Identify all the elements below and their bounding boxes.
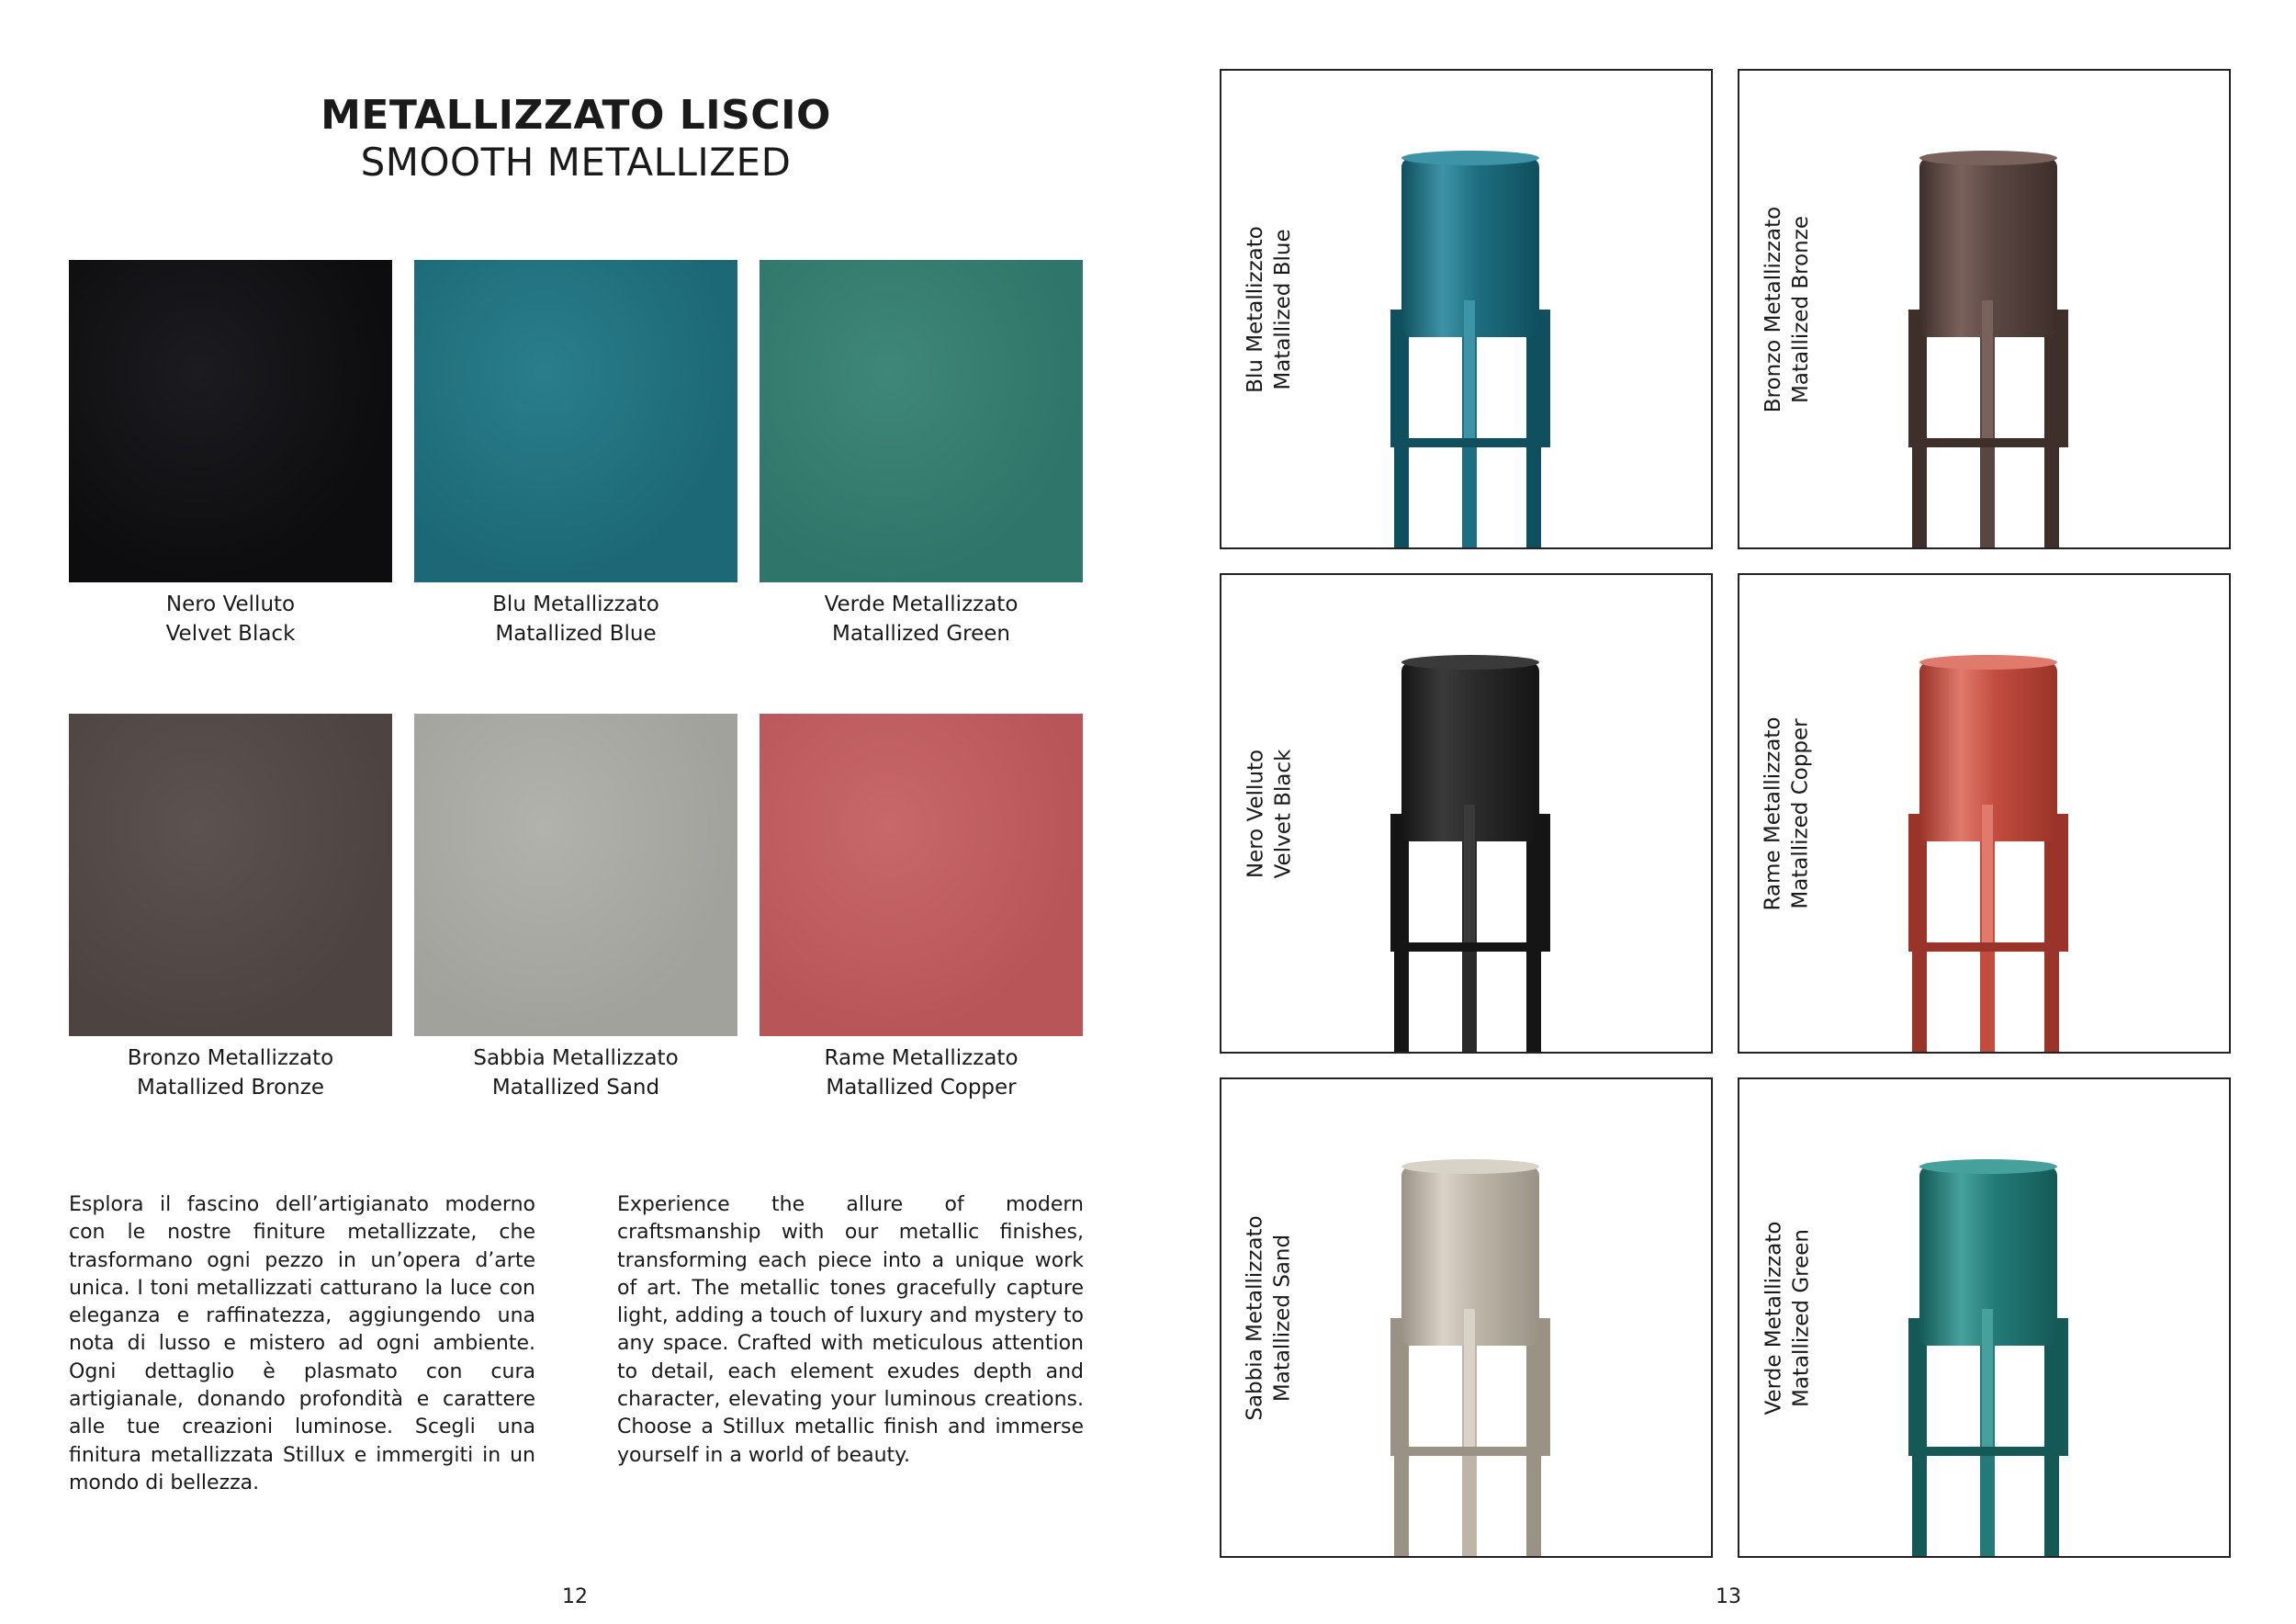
photo-caption (1232, 71, 1306, 547)
description-english: Experience the allure of modern craftsmanship with our metallic finishes, transforming each piece into a unique work of art. The metallic tones gracefully capture light, adding a touch of luxury and mystery to any space. Crafted with meticulous attention to detail, each element exudes depth and character, elevating your luminous creations. Choose a Stillux metallic finish and immerse yourself in a world of beauty. (617, 1193, 1084, 1467)
swatch-label-it: Verde Metallizzato (824, 592, 1019, 616)
lamp-fin-right (1539, 1318, 1550, 1456)
lamp-leg-right (2044, 814, 2059, 1054)
lamp-shade-top (1401, 655, 1539, 670)
page-number-right: 13 (1716, 1585, 1741, 1608)
lamp-leg-right (2044, 310, 2059, 549)
photo-caption-en: Matallized Blue (1271, 228, 1296, 390)
lamp-shade-top (1401, 1159, 1539, 1174)
lamp-leg-right (1526, 310, 1541, 549)
photo-caption-en: Matallized Sand (1271, 1234, 1296, 1402)
swatch-label-metallized-sand (414, 1043, 737, 1102)
photo-metallized-bronze (1738, 69, 2231, 549)
swatch-label-metallized-blue (414, 590, 737, 648)
swatch-label-en: Matallized Sand (491, 1076, 660, 1100)
lamp-fin-right (2057, 814, 2068, 952)
photo-caption (1750, 575, 1824, 1052)
swatch-label-it: Bronzo Metallizzato (127, 1046, 334, 1070)
lamp-leg-right (2044, 1318, 2059, 1558)
swatch-metallized-sand (414, 714, 737, 1036)
lamp-fin-right (2057, 1318, 2068, 1456)
lamp-fin-left (1908, 1318, 1919, 1456)
page-subtitle: SMOOTH METALLIZED (360, 140, 792, 185)
photo-caption (1232, 575, 1306, 1052)
lamp-shade-top (1919, 655, 2057, 670)
swatch-label-metallized-bronze (69, 1043, 392, 1102)
lamp-fin-right (1539, 814, 1550, 952)
swatch-label-it: Blu Metallizzato (492, 592, 659, 616)
page-title: METALLIZZATO LISCIO (321, 92, 831, 139)
swatch-metallized-bronze (69, 714, 392, 1036)
photo-metallized-sand (1220, 1077, 1713, 1558)
swatch-label-it: Nero Velluto (165, 592, 296, 616)
lamp-fin-right (1539, 310, 1550, 447)
lamp-fin-left (1908, 310, 1919, 447)
photo-caption-en: Matallized Green (1789, 1228, 1814, 1407)
description-italian: Esplora il fascino dell’artigianato moderno con le nostre finiture metallizzate, che trasformano ogni pezzo in un’opera d’arte unica. I toni metallizzati catturano la luce con eleganza e raffinatezza, aggiungendo una nota di lusso e mistero ad ogni ambiente. Ogni dettaglio è plasmato con cura artigianale, donando profondità e carattere alle tue creazioni luminose. Scegli una finitura metallizzata Stillux e immergiti in un mondo di bellezza. (69, 1193, 535, 1494)
swatch-label-it: Sabbia Metallizzato (473, 1046, 679, 1070)
photo-caption (1232, 1079, 1306, 1556)
photo-caption-en: Velvet Black (1271, 749, 1295, 878)
lamp-base-band (1919, 438, 2057, 447)
photo-metallized-green (1738, 1077, 2231, 1558)
lamp-fin-center (1464, 1309, 1475, 1456)
photo-caption-en: Matallized Copper (1789, 717, 1814, 909)
photo-caption (1750, 1079, 1824, 1556)
lamp-fin-left (1390, 310, 1401, 447)
photo-caption-it: Sabbia Metallizzato (1244, 1214, 1268, 1421)
photo-caption-it: Rame Metallizzato (1761, 716, 1786, 911)
lamp-fin-center (1982, 1309, 1993, 1456)
swatch-label-metallized-green (760, 590, 1083, 648)
photo-caption-it: Verde Metallizzato (1761, 1221, 1786, 1415)
lamp-leg-right (1526, 814, 1541, 1054)
lamp-fin-center (1464, 300, 1475, 447)
swatch-label-en: Matallized Green (831, 622, 1010, 646)
lamp-base-band (1919, 1447, 2057, 1456)
lamp-shade-top (1401, 151, 1539, 165)
swatch-label-en: Matallized Bronze (137, 1076, 324, 1100)
page-number-left: 12 (562, 1585, 588, 1608)
swatch-label-en: Matallized Copper (826, 1076, 1017, 1100)
lamp-fin-center (1982, 300, 1993, 447)
swatch-label-en: Velvet Black (165, 622, 296, 646)
photo-caption-en: Matallized Bronze (1789, 215, 1814, 403)
lamp-fin-left (1390, 814, 1401, 952)
lamp-shade-top (1919, 1159, 2057, 1174)
lamp-fin-left (1908, 814, 1919, 952)
swatch-metallized-green (760, 260, 1083, 582)
lamp-fin-center (1464, 805, 1475, 952)
swatch-metallized-blue (414, 260, 737, 582)
photo-caption-it: Blu Metallizzato (1244, 225, 1268, 393)
photo-metallized-blue (1220, 69, 1713, 549)
lamp-fin-right (2057, 310, 2068, 447)
lamp-fin-left (1390, 1318, 1401, 1456)
lamp-base-band (1919, 942, 2057, 952)
lamp-base-band (1401, 438, 1539, 447)
swatch-label-metallized-copper (760, 1043, 1083, 1102)
photo-velvet-black (1220, 573, 1713, 1054)
swatch-label-it: Rame Metallizzato (824, 1046, 1019, 1070)
lamp-fin-center (1982, 805, 1993, 952)
photo-caption-it: Nero Velluto (1244, 749, 1267, 878)
photo-metallized-copper (1738, 573, 2231, 1054)
photo-caption-it: Bronzo Metallizzato (1761, 206, 1786, 412)
swatch-metallized-copper (760, 714, 1083, 1036)
photo-caption (1750, 71, 1824, 547)
swatch-label-en: Matallized Blue (495, 622, 657, 646)
lamp-base-band (1401, 1447, 1539, 1456)
lamp-shade-top (1919, 151, 2057, 165)
lamp-base-band (1401, 942, 1539, 952)
swatch-label-velvet-black (69, 590, 392, 648)
swatch-velvet-black (69, 260, 392, 582)
lamp-leg-right (1526, 1318, 1541, 1558)
